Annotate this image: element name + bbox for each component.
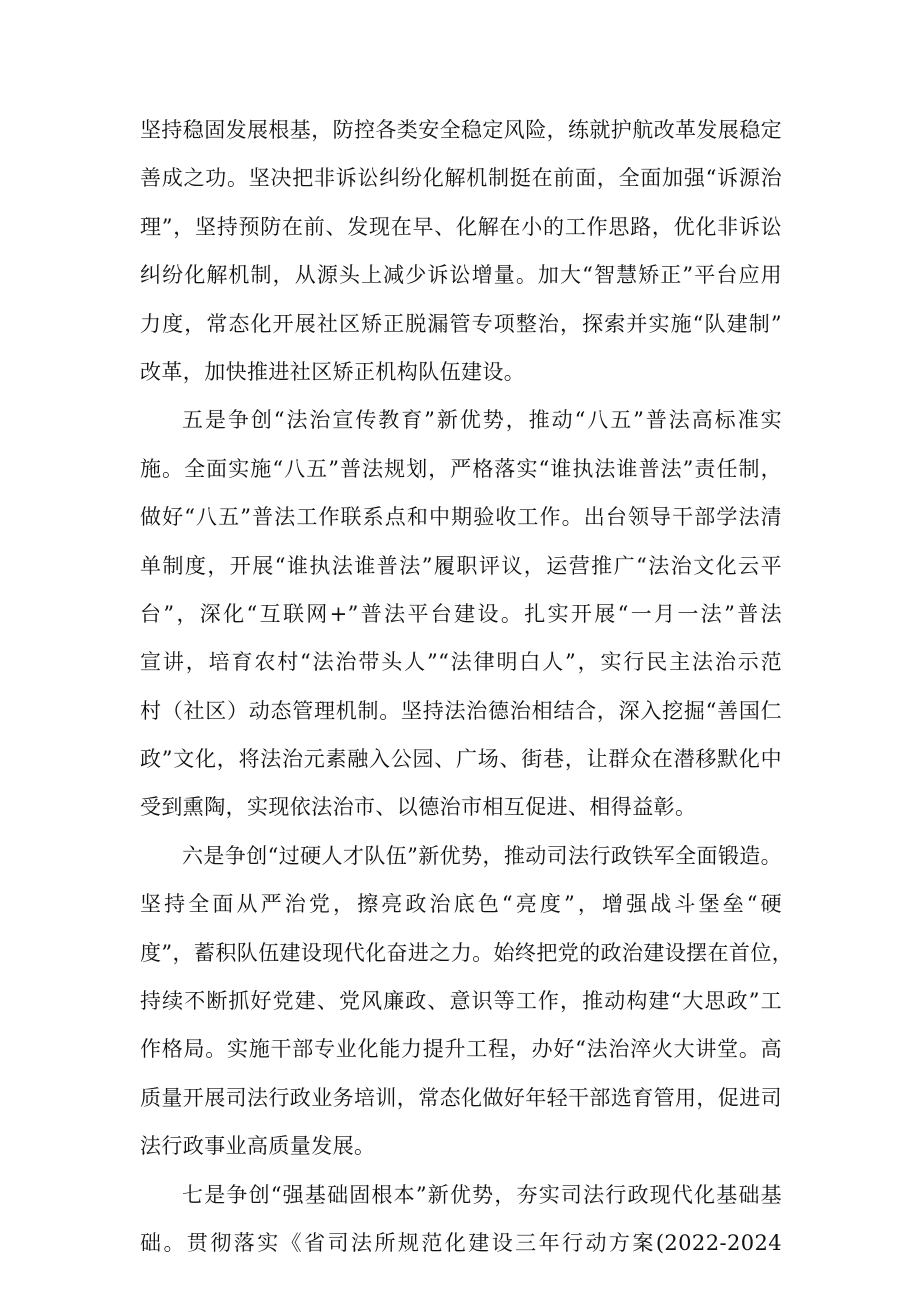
- text-line: 度”，蓄积队伍建设现代化奋进之力。始终把党的政治建设摆在首位，: [140, 940, 794, 965]
- text-line: 质量开展司法行政业务培训，常态化做好年轻干部选育管用，促进司: [140, 1085, 782, 1110]
- text-line: 村（社区）动态管理机制。坚持法治德治相结合，深入挖掘“善国仁: [140, 698, 782, 723]
- text-line: 坚持全面从严治党，擦亮政治底色“亮度”，增强战斗堡垒“硬: [140, 892, 782, 917]
- text-line: 受到熏陶，实现依法治市、以德治市相互促进、相得益彰。: [140, 795, 697, 820]
- text-line: 六是争创“过硬人才队伍”新优势，推动司法行政铁军全面锻造。: [182, 843, 783, 868]
- text-line: 单制度，开展“谁执法谁普法”履职评议，运营推广“法治文化云平: [140, 553, 782, 578]
- text-line: 施。全面实施“八五”普法规划，严格落实“谁执法谁普法”责任制，: [140, 456, 782, 481]
- text-line: 七是争创“强基础固根本”新优势，夯实司法行政现代化基础基: [182, 1182, 782, 1207]
- document-body: [140, 106, 794, 1267]
- text-line: 纠纷化解机制，从源头上减少诉讼增量。加大“智慧矫正”平台应用: [140, 263, 782, 288]
- text-line: 宣讲，培育农村“法治带头人”“法律明白人”，实行民主法治示范: [140, 650, 782, 675]
- text-line: 做好“八五”普法工作联系点和中期验收工作。出台领导干部学法清: [140, 505, 782, 530]
- text-line: 持续不断抓好党建、党风廉政、意识等工作，推动构建“大思政”工: [140, 989, 782, 1014]
- text-line: 五是争创“法治宣传教育”新优势，推动“八五”普法高标准实: [182, 408, 782, 433]
- text-line: 政”文化，将法治元素融入公园、广场、街巷，让群众在潜移默化中: [140, 747, 782, 772]
- text-line: 力度，常态化开展社区矫正脱漏管专项整治，探索并实施“队建制”: [140, 311, 782, 336]
- text-line: 理”，坚持预防在前、发现在早、化解在小的工作思路，优化非诉讼: [140, 214, 782, 239]
- text-line: 改革，加快推进社区矫正机构队伍建设。: [140, 359, 526, 384]
- text-line: 作格局。实施干部专业化能力提升工程，办好“法治淬火大讲堂。高: [140, 1037, 782, 1062]
- text-line: 法行政事业高质量发展。: [140, 1134, 376, 1159]
- text-line: 台”，深化“互联网+”普法平台建设。扎实开展“一月一法”普法: [140, 601, 782, 626]
- text-line: 础。贯彻落实《省司法所规范化建设三年行动方案(2022-2024: [140, 1230, 782, 1255]
- text-line: 坚持稳固发展根基，防控各类安全稳定风险，练就护航改革发展稳定: [140, 118, 782, 142]
- text-line: 善成之功。坚决把非诉讼纠纷化解机制挺在前面，全面加强“诉源治: [140, 166, 782, 191]
